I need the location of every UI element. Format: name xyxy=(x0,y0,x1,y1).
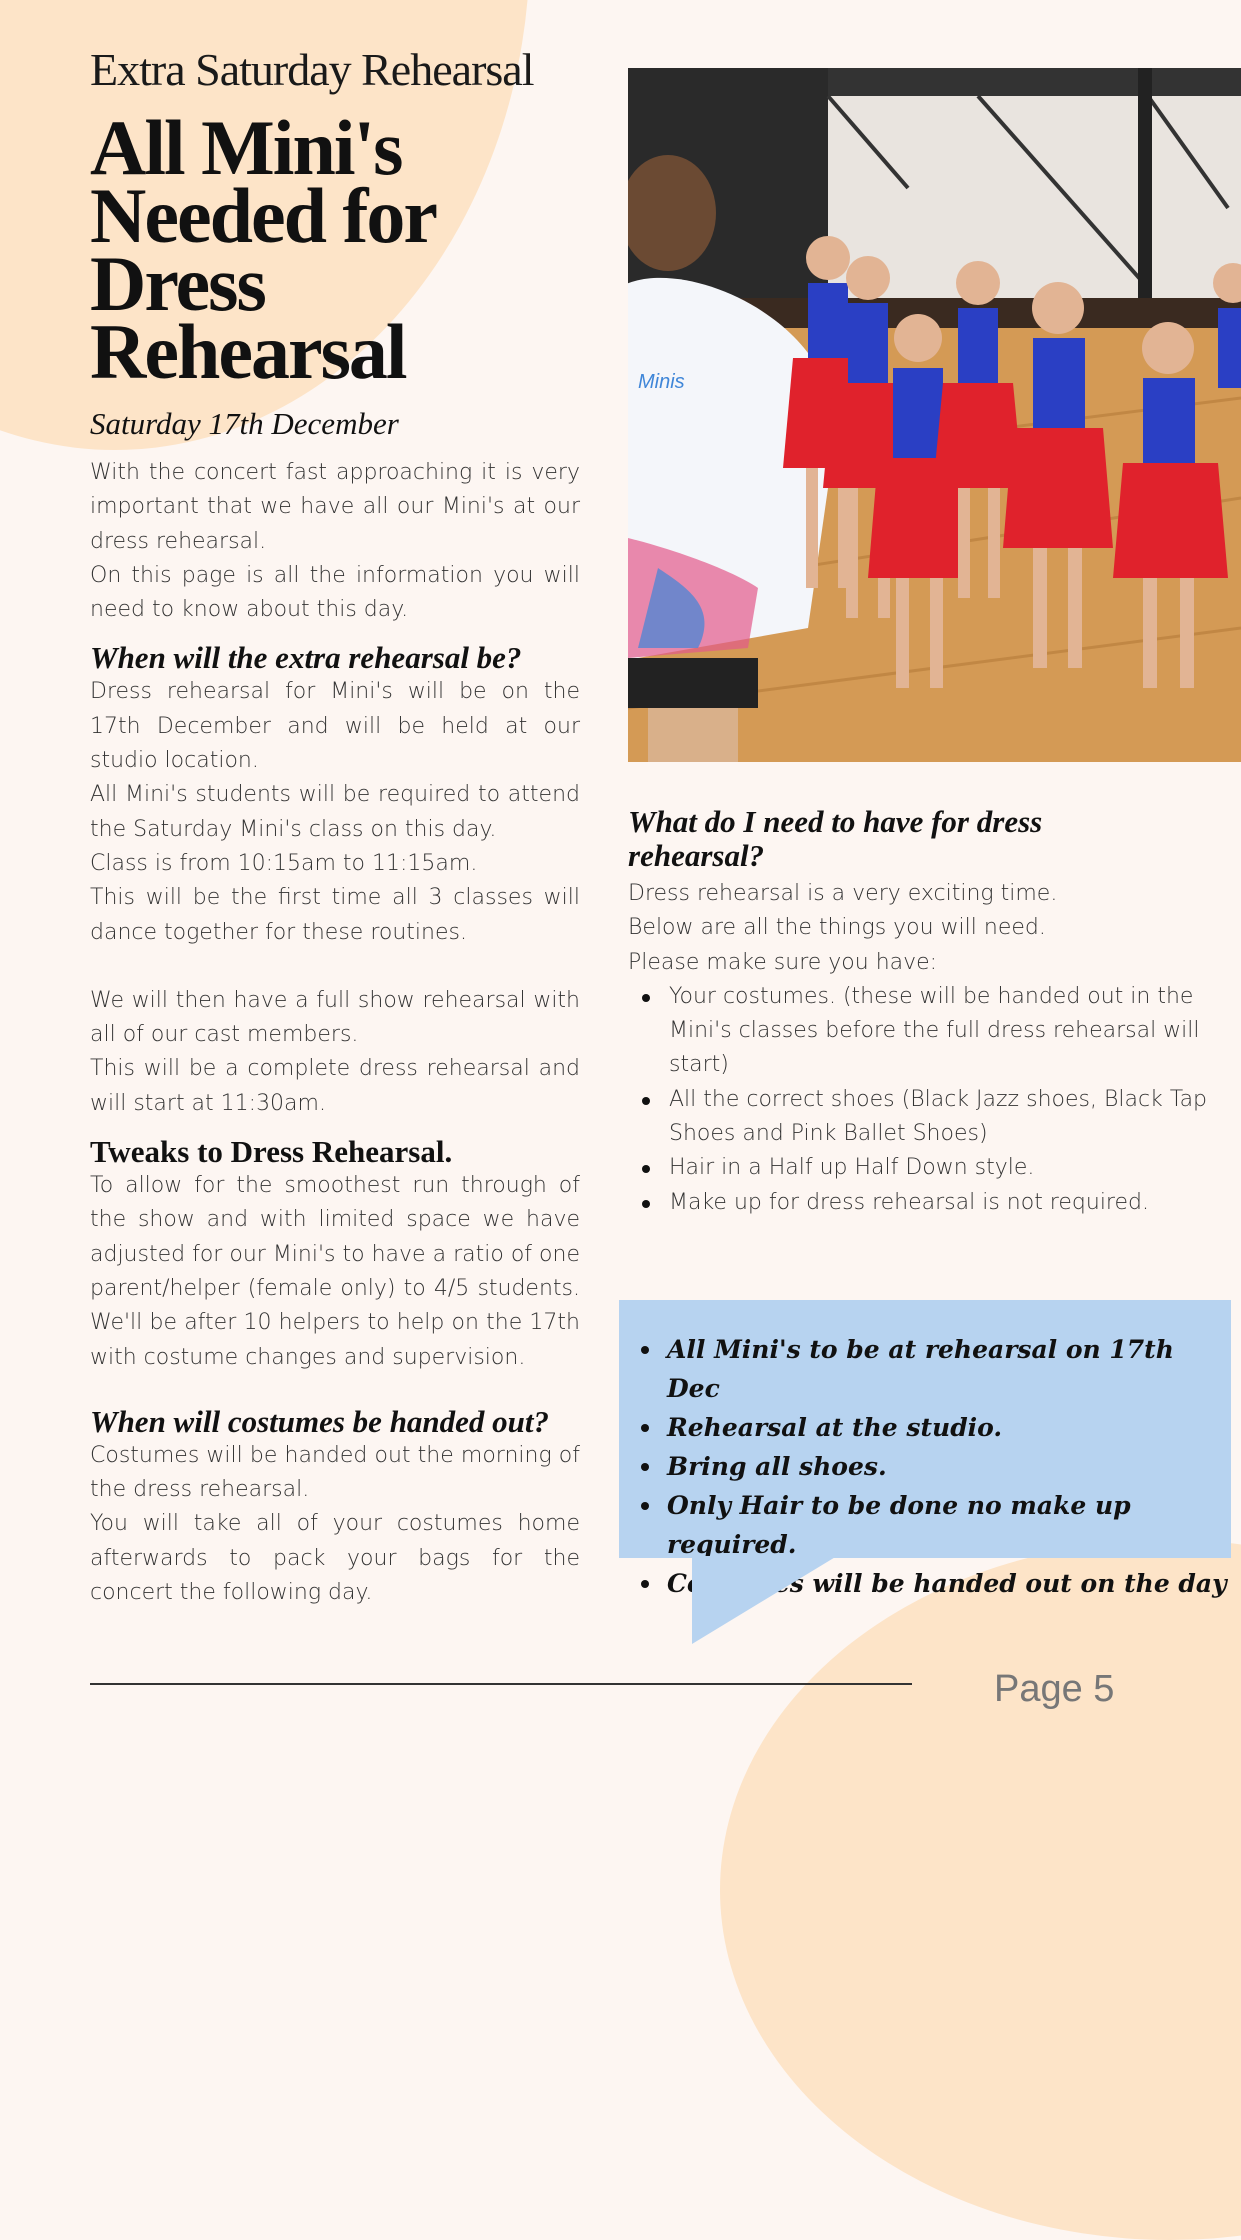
decorative-peach-shape-bottom xyxy=(720,1540,1241,2240)
svg-text:Minis: Minis xyxy=(638,371,685,393)
page-kicker: Extra Saturday Rehearsal xyxy=(90,44,534,95)
when-paragraph: All Mini's students will be required to attend the Saturday Mini's class on this day. xyxy=(90,782,580,842)
section-heading-costumes: When will costumes be handed out? xyxy=(90,1403,550,1439)
page-number: Page 5 xyxy=(994,1668,1115,1710)
callout-tail xyxy=(692,1556,837,1644)
left-column xyxy=(90,40,580,1610)
summary-item: All Mini's to be at rehearsal on 17th Dec xyxy=(639,1330,1231,1408)
need-list xyxy=(628,980,1221,1220)
tweaks-paragraph: To allow for the smoothest run through of the show and with limited space we have adjusted for our Mini's to have a ratio of one parent/helper (female only) to 4/5 students. We'll be after 10 helpers to help on the 17th with costume changes and supervision. xyxy=(90,1173,580,1370)
summary-item: Bring all shoes. xyxy=(639,1447,1231,1486)
right-column xyxy=(628,805,1221,1220)
section-heading-when: When will the extra rehearsal be? xyxy=(90,640,522,676)
list-item: All the correct shoes (Black Jazz shoes, Black Tap Shoes and Pink Ballet Shoes) xyxy=(628,1083,1221,1152)
summary-item: Rehearsal at the studio. xyxy=(639,1408,1231,1447)
summary-item: Costumes will be handed out on the day xyxy=(639,1564,1231,1603)
when-paragraph: Dress rehearsal for Mini's will be on the 17th December and will be held at our studio location. xyxy=(90,679,580,774)
rehearsal-photo xyxy=(628,68,1241,762)
when-paragraph: Class is from 10:15am to 11:15am. xyxy=(90,850,478,876)
page-title xyxy=(90,104,580,395)
section-heading-tweaks: Tweaks to Dress Rehearsal. xyxy=(90,1134,453,1170)
footer-divider xyxy=(90,1683,912,1685)
list-item: Make up for dress rehearsal is not required. xyxy=(628,1186,1221,1220)
when-paragraph: We will then have a full show rehearsal with all of our cast members. xyxy=(90,987,580,1048)
need-line: Please make sure you have: xyxy=(628,949,938,975)
title-line: Dress xyxy=(90,240,265,327)
event-date: Saturday 17th December xyxy=(90,406,399,441)
title-line: Rehearsal xyxy=(90,308,406,395)
intro-paragraph: With the concert fast approaching it is very important that we have all our Mini's at our dress rehearsal. xyxy=(90,460,580,554)
summary-item: Only Hair to be done no make up required. xyxy=(639,1486,1231,1564)
when-paragraph: This will be the first time all 3 classes will dance together for these routines. xyxy=(90,885,580,945)
list-item: Your costumes. (these will be handed out in the Mini's classes before the full dress rehearsal will start) xyxy=(628,980,1221,1083)
section-heading-need xyxy=(628,805,1221,873)
dance-class-illustration xyxy=(628,68,1241,762)
summary-callout xyxy=(619,1300,1231,1598)
title-line: All Mini's xyxy=(90,104,402,191)
intro-paragraph: On this page is all the information you will need to know about this day. xyxy=(90,562,580,623)
title-line: Needed for xyxy=(90,172,437,259)
heading-line: What do I need to have for dress xyxy=(628,804,1043,839)
heading-line: rehearsal? xyxy=(628,838,765,873)
when-paragraph: This will be a complete dress rehearsal and will start at 11:30am. xyxy=(90,1056,580,1116)
need-line: Dress rehearsal is a very exciting time. xyxy=(628,881,1058,906)
need-line: Below are all the things you will need. xyxy=(628,915,1046,941)
costumes-paragraph: Costumes will be handed out the morning of the dress rehearsal. xyxy=(90,1442,580,1503)
costumes-paragraph: You will take all of your costumes home afterwards to pack your bags for the concert the following day. xyxy=(90,1511,580,1606)
list-item: Hair in a Half up Half Down style. xyxy=(628,1151,1221,1185)
